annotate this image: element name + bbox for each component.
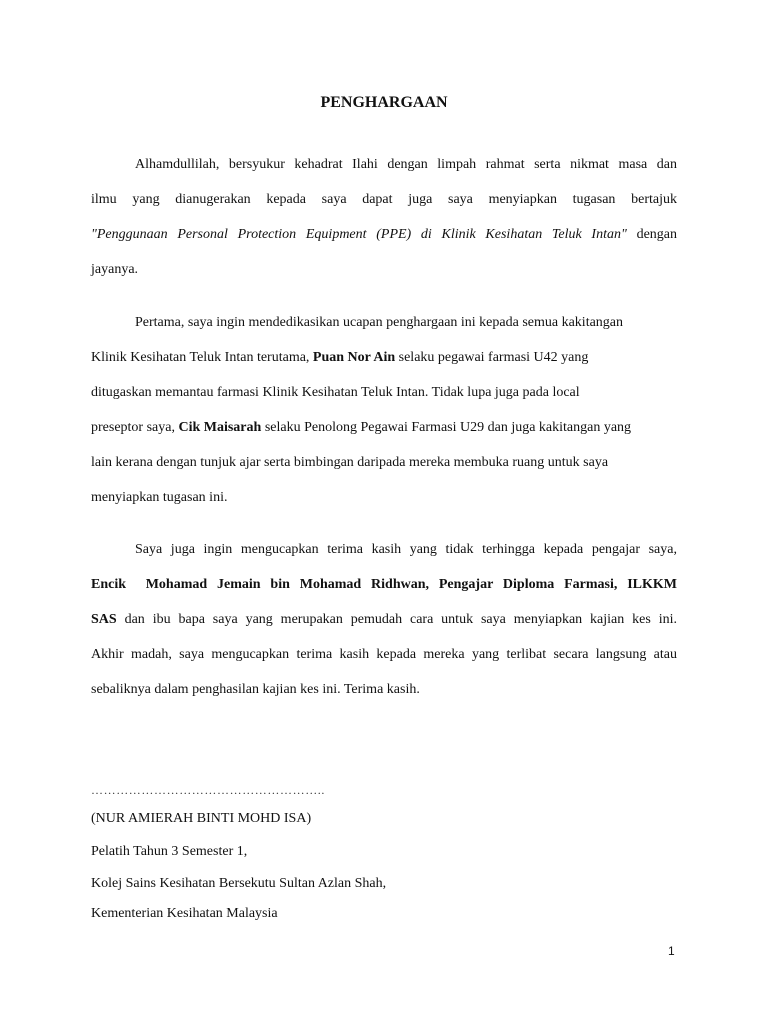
text-span: selaku pegawai farmasi U42 yang (395, 350, 589, 365)
paragraph-line (91, 672, 677, 707)
page-title: PENGHARGAAN (320, 94, 448, 111)
paragraph-line (91, 217, 677, 252)
paragraph-line (91, 182, 677, 217)
paragraph-2 (91, 305, 677, 515)
text-span: Saya juga ingin mengucapkan terima kasih yang tidak terhingga kepada pengajar saya, (135, 542, 677, 557)
paragraph-3 (91, 532, 677, 707)
paragraph-1 (91, 147, 677, 287)
page-number: 1 (668, 944, 675, 958)
text-span: menyiapkan tugasan ini. (91, 490, 228, 505)
paragraph-line (91, 445, 677, 480)
signature-dotted-line: ……………………………………………….. (91, 783, 325, 797)
text-span: selaku Penolong Pegawai Farmasi U29 dan juga kakitangan yang (261, 420, 632, 435)
text-span: Akhir madah, saya mengucapkan terima kasih kepada mereka yang terlibat secara langsung atau (91, 647, 677, 662)
text-span: ilmu yang dianugerakan kepada saya dapat juga saya menyiapkan tugasan bertajuk (91, 192, 677, 207)
name-encik-mohamad-jemain: Encik Mohamad Jemain bin Mohamad Ridhwan, Pengajar Diploma Farmasi, ILKKM (91, 577, 677, 592)
text-span: Klinik Kesihatan Teluk Intan terutama, (91, 350, 313, 365)
signature-line-4: Kementerian Kesihatan Malaysia (91, 906, 278, 921)
text-span: jayanya. (91, 262, 139, 277)
text-span: dengan (636, 227, 678, 242)
paragraph-line (91, 375, 677, 410)
signature-line-3: Kolej Sains Kesihatan Bersekutu Sultan Azlan Shah, (91, 876, 387, 891)
paragraph-line (91, 410, 677, 445)
text-span: lain kerana dengan tunjuk ajar serta bimbingan daripada mereka membuka ruang untuk saya (91, 455, 609, 470)
text-span: Alhamdullilah, bersyukur kehadrat Ilahi dengan limpah rahmat serta nikmat masa dan (135, 157, 677, 172)
name-sas: SAS (91, 612, 117, 627)
text-span: preseptor saya, (91, 420, 179, 435)
paragraph-line (91, 637, 677, 672)
name-cik-maisarah: Cik Maisarah (178, 420, 262, 435)
name-puan-nor-ain: Puan Nor Ain (312, 350, 396, 365)
paragraph-line (91, 305, 677, 340)
text-span: ditugaskan memantau farmasi Klinik Kesihatan Teluk Intan. Tidak lupa juga pada local (91, 385, 580, 400)
text-span: dan ibu bapa saya yang merupakan pemudah cara untuk saya menyiapkan kajian kes ini. (116, 612, 677, 627)
paragraph-line (91, 480, 677, 515)
report-title-text: "Penggunaan Personal Protection Equipment (PPE) di Klinik Kesihatan Teluk Intan" (91, 227, 627, 242)
paragraph-line (91, 340, 677, 375)
text-span: Pertama, saya ingin mendedikasikan ucapan penghargaan ini kepada semua kakitangan (135, 315, 624, 330)
paragraph-line (91, 567, 677, 602)
signature-line-2: Pelatih Tahun 3 Semester 1, (91, 844, 248, 859)
paragraph-line (91, 602, 677, 637)
paragraph-line (91, 532, 677, 567)
signature-name: (NUR AMIERAH BINTI MOHD ISA) (91, 811, 312, 826)
text-span: sebaliknya dalam penghasilan kajian kes ini. Terima kasih. (91, 682, 420, 697)
paragraph-line (91, 252, 677, 287)
paragraph-line (91, 147, 677, 182)
